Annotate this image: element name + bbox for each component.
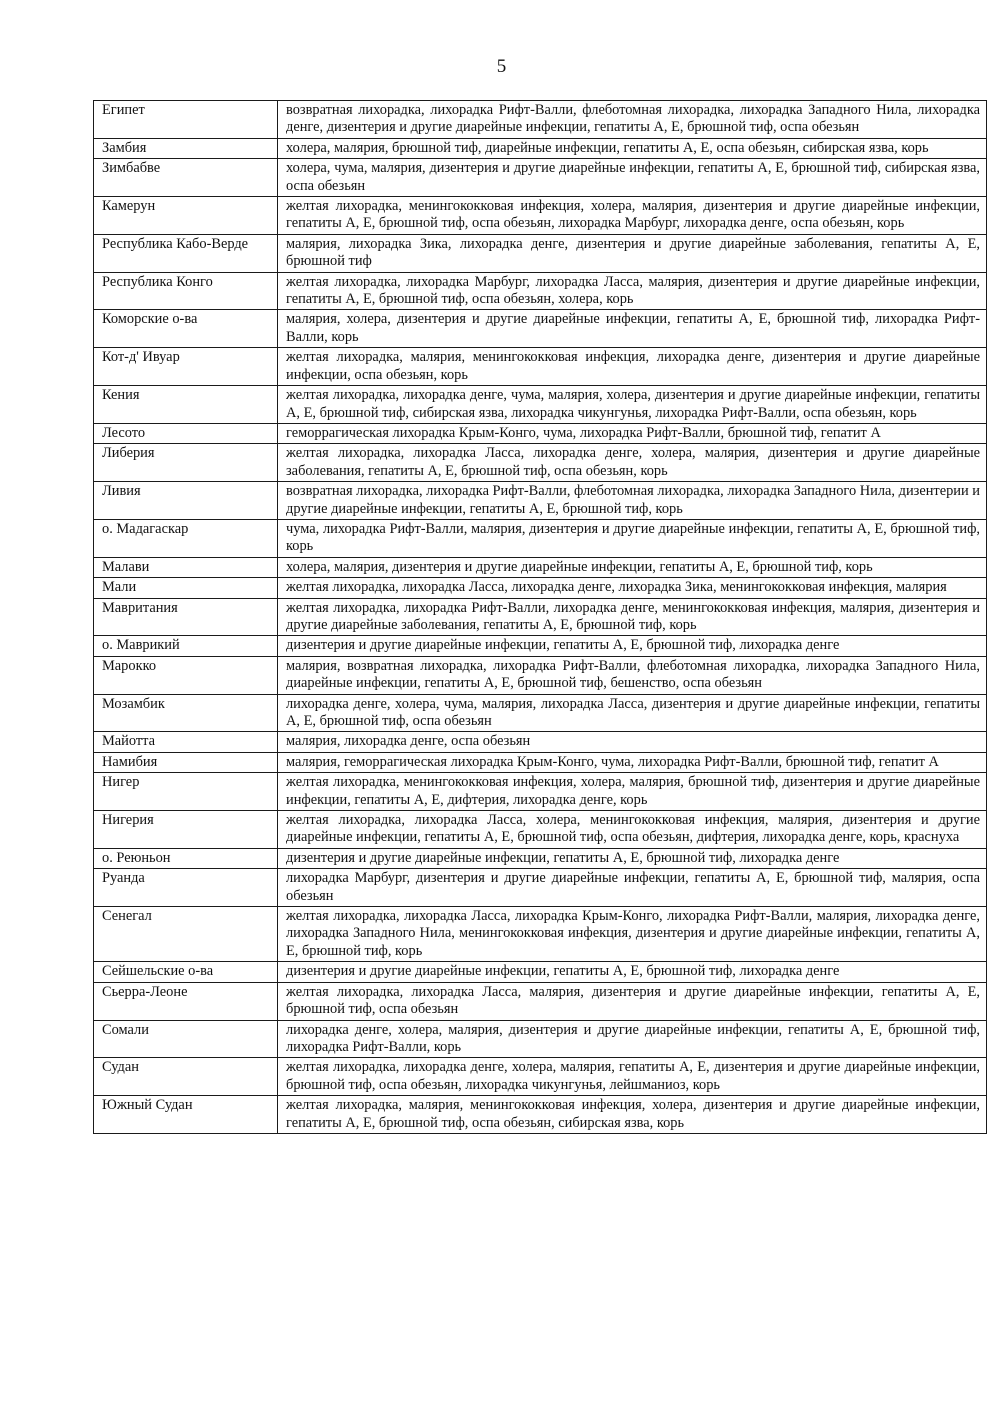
table-row: [94, 386, 987, 424]
diseases-cell: желтая лихорадка, лихорадка Рифт-Валли, лихорадка денге, менингококковая инфекция, малярия, дизентерия и другие диарейные заболевания, гепатиты А, Е, брюшной тиф, корь: [278, 598, 987, 636]
country-cell: Египет: [94, 101, 278, 139]
table-row: [94, 138, 987, 158]
diseases-cell: желтая лихорадка, малярия, менингококковая инфекция, лихорадка денге, дизентерия и другие диарейные инфекции, оспа обезьян, корь: [278, 348, 987, 386]
table-row: [94, 557, 987, 577]
country-cell: Кения: [94, 386, 278, 424]
table-body: [94, 101, 987, 1134]
country-cell: Малави: [94, 557, 278, 577]
country-cell: Сенегал: [94, 907, 278, 962]
diseases-cell: холера, малярия, брюшной тиф, диарейные инфекции, гепатиты А, Е, оспа обезьян, сибирская язва, корь: [278, 138, 987, 158]
diseases-cell: малярия, геморрагическая лихорадка Крым-Конго, чума, лихорадка Рифт-Валли, брюшной тиф, гепатит А: [278, 752, 987, 772]
diseases-cell: желтая лихорадка, лихорадка Ласса, лихорадка Крым-Конго, лихорадка Рифт-Валли, малярия, лихорадка денге, лихорадка Западного Нила, менингококковая инфекция, дизентерия и другие диарейные инфекции, гепатиты А, Е, брюшной тиф, корь: [278, 907, 987, 962]
table-row: [94, 234, 987, 272]
diseases-cell: желтая лихорадка, малярия, менингококковая инфекция, холера, дизентерия и другие диарейные инфекции, гепатиты А, Е, брюшной тиф, оспа обезьян, сибирская язва, корь: [278, 1096, 987, 1134]
table-row: [94, 773, 987, 811]
diseases-cell: желтая лихорадка, лихорадка Ласса, малярия, дизентерия и другие диарейные инфекции, гепатиты А, Е, брюшной тиф, оспа обезьян: [278, 982, 987, 1020]
table-row: [94, 752, 987, 772]
diseases-cell: малярия, возвратная лихорадка, лихорадка Рифт-Валли, флеботомная лихорадка, лихорадка Западного Нила, диарейные инфекции, гепатиты А, Е, брюшной тиф, бешенство, оспа обезьян: [278, 656, 987, 694]
table-row: [94, 848, 987, 868]
country-cell: Майотта: [94, 732, 278, 752]
diseases-cell: возвратная лихорадка, лихорадка Рифт-Валли, флеботомная лихорадка, лихорадка Западного Нила, дизентерии и другие диарейные инфекции, гепатиты А, Е, брюшной тиф, корь: [278, 482, 987, 520]
diseases-cell: желтая лихорадка, лихорадка Ласса, лихорадка денге, холера, малярия, дизентерия и другие диарейные заболевания, гепатиты А, Е, брюшной тиф, оспа обезьян, корь: [278, 444, 987, 482]
diseases-cell: возвратная лихорадка, лихорадка Рифт-Валли, флеботомная лихорадка, лихорадка Западного Нила, лихорадка денге, дизентерия и другие диарейные инфекции, гепатиты А, Е, брюшной тиф, оспа обезьян: [278, 101, 987, 139]
table-row: [94, 578, 987, 598]
country-cell: Руанда: [94, 869, 278, 907]
country-cell: Либерия: [94, 444, 278, 482]
country-cell: Лесото: [94, 423, 278, 443]
diseases-cell: желтая лихорадка, лихорадка денге, чума, малярия, холера, дизентерия и другие диарейные инфекции, гепатиты А, Е, брюшной тиф, сибирская язва, лихорадка чикунгунья, лихорадка Рифт-Валли, оспа обезьян, корь: [278, 386, 987, 424]
country-cell: о. Мадагаскар: [94, 519, 278, 557]
country-cell: Кот-д' Ивуар: [94, 348, 278, 386]
diseases-cell: желтая лихорадка, лихорадка Ласса, холера, менингококковая инфекция, малярия, дизентерия и другие диарейные инфекции, гепатиты А, Е, брюшной тиф, оспа обезьян, дифтерия, лихорадка денге, корь, краснуха: [278, 811, 987, 849]
table-row: [94, 598, 987, 636]
country-cell: Судан: [94, 1058, 278, 1096]
country-cell: Южный Судан: [94, 1096, 278, 1134]
country-cell: Нигерия: [94, 811, 278, 849]
country-cell: Сомали: [94, 1020, 278, 1058]
table-row: [94, 444, 987, 482]
diseases-cell: холера, малярия, дизентерия и другие диарейные инфекции, гепатиты А, Е, брюшной тиф, корь: [278, 557, 987, 577]
country-cell: Замбия: [94, 138, 278, 158]
page-number: 5: [496, 56, 507, 77]
diseases-cell: малярия, лихорадка Зика, лихорадка денге, дизентерия и другие диарейные заболевания, гепатиты А, Е, брюшной тиф: [278, 234, 987, 272]
diseases-cell: малярия, лихорадка денге, оспа обезьян: [278, 732, 987, 752]
diseases-cell: желтая лихорадка, лихорадка Марбург, лихорадка Ласса, малярия, дизентерия и другие диарейные инфекции, гепатиты А, Е, брюшной тиф, оспа обезьян, холера, корь: [278, 272, 987, 310]
country-cell: Марокко: [94, 656, 278, 694]
table-row: [94, 1020, 987, 1058]
table-row: [94, 732, 987, 752]
country-cell: о. Реюньон: [94, 848, 278, 868]
country-cell: Ливия: [94, 482, 278, 520]
country-cell: Коморские о-ва: [94, 310, 278, 348]
country-cell: Сьерра-Леоне: [94, 982, 278, 1020]
country-cell: Нигер: [94, 773, 278, 811]
table-row: [94, 197, 987, 235]
table-row: [94, 636, 987, 656]
table-row: [94, 272, 987, 310]
diseases-cell: геморрагическая лихорадка Крым-Конго, чума, лихорадка Рифт-Валли, брюшной тиф, гепатит А: [278, 423, 987, 443]
country-cell: Республика Кабо-Верде: [94, 234, 278, 272]
country-cell: Республика Конго: [94, 272, 278, 310]
table-row: [94, 423, 987, 443]
table-row: [94, 694, 987, 732]
table-row: [94, 101, 987, 139]
country-cell: Камерун: [94, 197, 278, 235]
diseases-cell: чума, лихорадка Рифт-Валли, малярия, дизентерия и другие диарейные инфекции, гепатиты А, Е, брюшной тиф, корь: [278, 519, 987, 557]
table-row: [94, 962, 987, 982]
table-row: [94, 811, 987, 849]
table-row: [94, 869, 987, 907]
country-cell: Намибия: [94, 752, 278, 772]
diseases-cell: малярия, холера, дизентерия и другие диарейные инфекции, гепатиты А, Е, брюшной тиф, лихорадка Рифт-Валли, корь: [278, 310, 987, 348]
country-cell: Сейшельские о-ва: [94, 962, 278, 982]
diseases-cell: лихорадка денге, холера, чума, малярия, лихорадка Ласса, дизентерия и другие диарейные инфекции, гепатиты А, Е, брюшной тиф, оспа обезьян: [278, 694, 987, 732]
diseases-cell: лихорадка денге, холера, малярия, дизентерия и другие диарейные инфекции, гепатиты А, Е, брюшной тиф, лихорадка Рифт-Валли, корь: [278, 1020, 987, 1058]
table-row: [94, 656, 987, 694]
diseases-cell: дизентерия и другие диарейные инфекции, гепатиты А, Е, брюшной тиф, лихорадка денге: [278, 848, 987, 868]
diseases-cell: желтая лихорадка, менингококковая инфекция, холера, малярия, дизентерия и другие диарейные инфекции, гепатиты А, Е, брюшной тиф, оспа обезьян, лихорадка Марбург, лихорадка денге, оспа обезьян, корь: [278, 197, 987, 235]
diseases-cell: желтая лихорадка, лихорадка Ласса, лихорадка денге, лихорадка Зика, менингококковая инфекция, малярия: [278, 578, 987, 598]
table-row: [94, 907, 987, 962]
diseases-cell: желтая лихорадка, менингококковая инфекция, холера, малярия, брюшной тиф, дизентерия и другие диарейные инфекции, гепатиты А, Е, дифтерия, лихорадка денге, корь: [278, 773, 987, 811]
table-row: [94, 348, 987, 386]
country-cell: Мали: [94, 578, 278, 598]
country-cell: Зимбабве: [94, 159, 278, 197]
table-row: [94, 519, 987, 557]
diseases-cell: лихорадка Марбург, дизентерия и другие диарейные инфекции, гепатиты А, Е, брюшной тиф, малярия, оспа обезьян: [278, 869, 987, 907]
table-row: [94, 982, 987, 1020]
diseases-cell: дизентерия и другие диарейные инфекции, гепатиты А, Е, брюшной тиф, лихорадка денге: [278, 962, 987, 982]
table-row: [94, 1096, 987, 1134]
country-cell: Мавритания: [94, 598, 278, 636]
table-row: [94, 1058, 987, 1096]
country-cell: о. Маврикий: [94, 636, 278, 656]
table-row: [94, 159, 987, 197]
diseases-cell: холера, чума, малярия, дизентерия и другие диарейные инфекции, гепатиты А, Е, брюшной тиф, сибирская язва, оспа обезьян: [278, 159, 987, 197]
table-row: [94, 482, 987, 520]
table-row: [94, 310, 987, 348]
diseases-cell: желтая лихорадка, лихорадка денге, холера, малярия, гепатиты А, Е, дизентерия и другие диарейные инфекции, брюшной тиф, оспа обезьян, лихорадка чикунгунья, лейшманиоз, корь: [278, 1058, 987, 1096]
diseases-cell: дизентерия и другие диарейные инфекции, гепатиты А, Е, брюшной тиф, лихорадка денге: [278, 636, 987, 656]
country-disease-table: [93, 100, 987, 1134]
country-cell: Мозамбик: [94, 694, 278, 732]
